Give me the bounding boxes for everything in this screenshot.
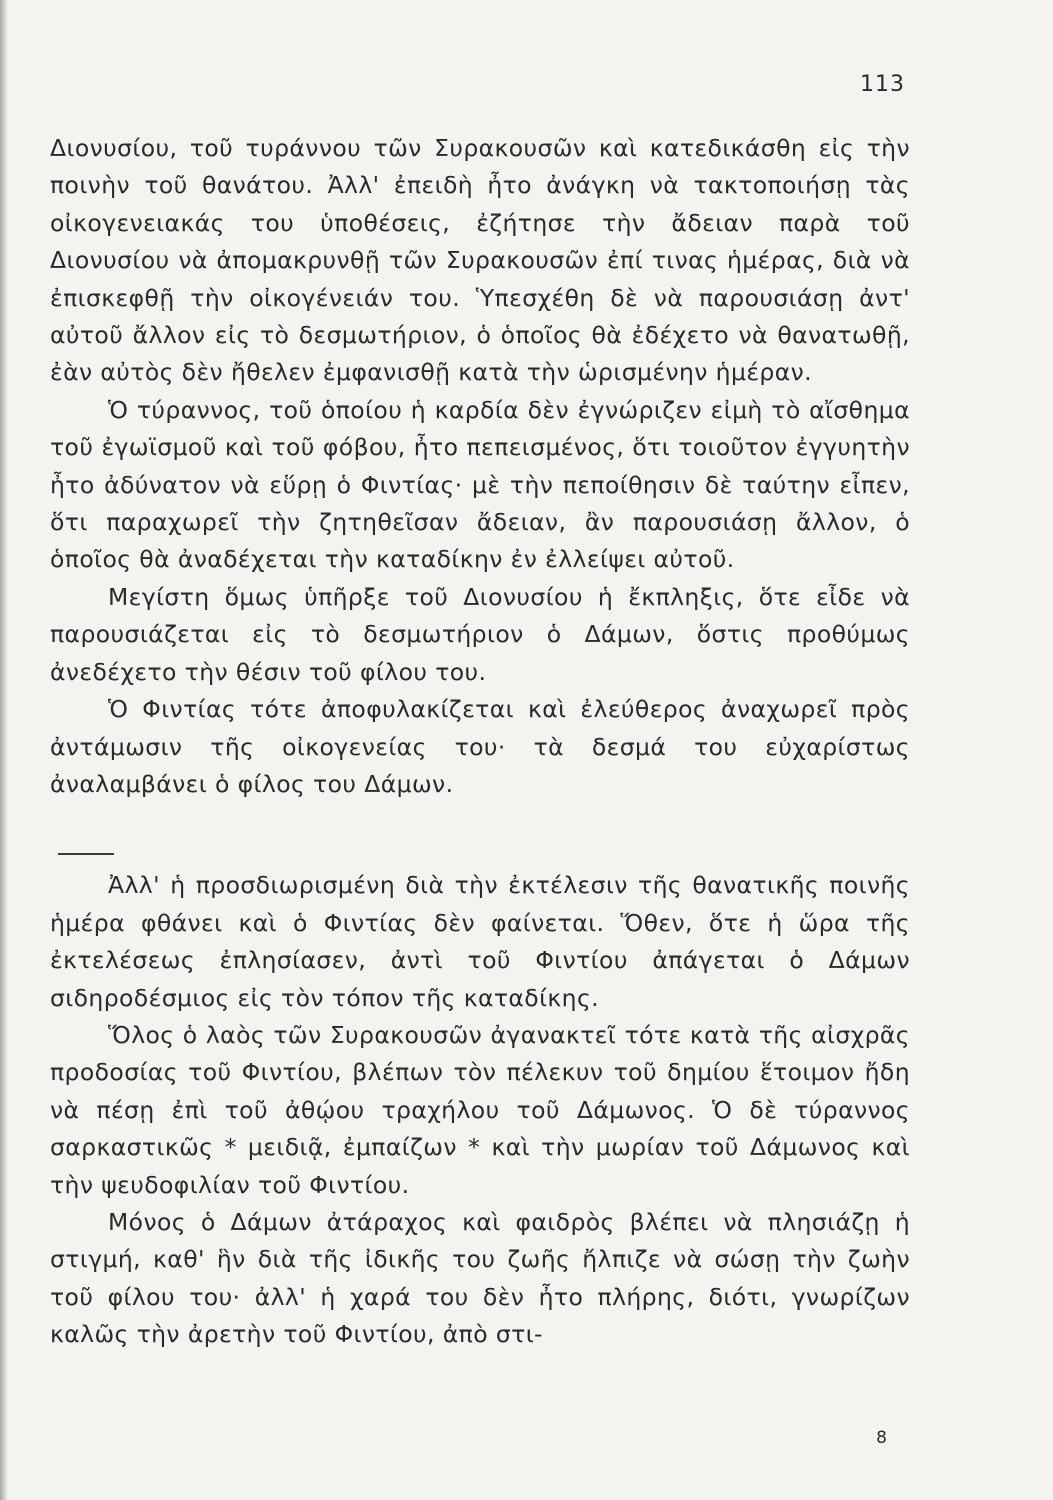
printer-signature-mark: 8 (876, 1428, 887, 1448)
page-number: 113 (860, 72, 905, 97)
paragraph-1: Διονυσίου, τοῦ τυράννου τῶν Συρακουσῶν καὶ κατεδικάσθη εἰς τὴν ποινὴν τοῦ θανάτου. Ἀλλ' ἐπειδὴ ἦτο ἀνάγκη νὰ τακτοποιήσῃ τὰς οἰκογενειακάς του ὑποθέσεις, ἐζήτησε τὴν ἄδειαν παρὰ τοῦ Διονυσίου νὰ ἀπομακρυνθῇ τῶν Συρακουσῶν ἐπί τινας ἡμέρας, διὰ νὰ ἐπισκεφθῇ τὴν οἰκογένειάν του. Ὑπεσχέθη δὲ νὰ παρουσιάσῃ ἀντ' αὐτοῦ ἄλλον εἰς τὸ δεσμωτήριον, ὁ ὁποῖος θὰ ἐδέχετο νὰ θανατωθῇ, ἐὰν αὐτὸς δὲν ἤθελεν ἐμφανισθῇ κατὰ τὴν ὡρισμένην ἡμέραν. (50, 134, 910, 387)
paragraph-3: Μεγίστη ὅμως ὑπῆρξε τοῦ Διονυσίου ἡ ἔκπληξις, ὅτε εἶδε νὰ παρουσιάζεται εἰς τὸ δεσμωτήριον ὁ Δάμων, ὅστις προθύμως ἀνεδέχετο τὴν θέσιν τοῦ φίλου του. (50, 582, 910, 686)
paragraph-4: Ὁ Φιντίας τότε ἀποφυλακίζεται καὶ ἐλεύθερος ἀναχωρεῖ πρὸς ἀντάμωσιν τῆς οἰκογενείας του· τὰ δεσμά του εὐχαρίστως ἀναλαμβάνει ὁ φίλος του Δάμων. (50, 695, 910, 798)
paragraph-7: Μόνος ὁ Δάμων ἀτάραχος καὶ φαιδρὸς βλέπει νὰ πλησιάζῃ ἡ στιγμή, καθ' ἣν διὰ τῆς ἰδικῆς του ζωῆς ἤλπιζε νὰ σώσῃ τὴν ζωὴν τοῦ φίλου του· ἀλλ' ἡ χαρά του δὲν ἦτο πλήρης, διότι, γνωρίζων καλῶς τὴν ἀρετὴν τοῦ Φιντίου, ἀπὸ στι- (50, 1207, 910, 1349)
paragraph-2: Ὁ τύραννος, τοῦ ὁποίου ἡ καρδία δὲν ἐγνώριζεν εἰμὴ τὸ αἴσθημα τοῦ ἐγωϊσμοῦ καὶ τοῦ φόβου, ἦτο πεπεισμένος, ὅτι τοιοῦτον ἐγγυητὴν ἦτο ἀδύνατον νὰ εὕρῃ ὁ Φιντίας· μὲ τὴν πεποίθησιν δὲ ταύτην εἶπεν, ὅτι παραχωρεῖ τὴν ζητηθεῖσαν ἄδειαν, ἂν παρουσιάσῃ ἄλλον, ὁ ὁποῖος θὰ ἀναδέχεται τὴν καταδίκην ἐν ἐλλείψει αὐτοῦ. (50, 395, 910, 574)
page-left-edge-shadow (0, 0, 8, 1500)
body-text (50, 130, 910, 1354)
paragraph-6: Ὅλος ὁ λαὸς τῶν Συρακουσῶν ἀγανακτεῖ τότε κατὰ τῆς αἰσχρᾶς προδοσίας τοῦ Φιντίου, βλέπων τὸν πέλεκυν τοῦ δημίου ἕτοιμον ἤδη νὰ πέσῃ ἐπὶ τοῦ ἀθῴου τραχήλου τοῦ Δάμωνος. Ὁ δὲ τύραννος σαρκαστικῶς * μειδιᾷ, ἐμπαίζων * καὶ τὴν μωρίαν τοῦ Δάμωνος καὶ τὴν ψευδοφιλίαν τοῦ Φιντίου. (50, 1020, 910, 1199)
section-divider-rule (58, 853, 114, 855)
paragraph-5: Ἀλλ' ἡ προσδιωρισμένη διὰ τὴν ἐκτέλεσιν τῆς θανατικῆς ποινῆς ἡμέρα φθάνει καὶ ὁ Φιντίας δὲν φαίνεται. Ὅθεν, ὅτε ἡ ὥρα τῆς ἐκτελέσεως ἐπλησίασεν, ἀντὶ τοῦ Φιντίου ἀπάγεται ὁ Δάμων σιδηροδέσμιος εἰς τὸν τόπον τῆς καταδίκης. (50, 871, 910, 1012)
section-gap (50, 803, 910, 867)
